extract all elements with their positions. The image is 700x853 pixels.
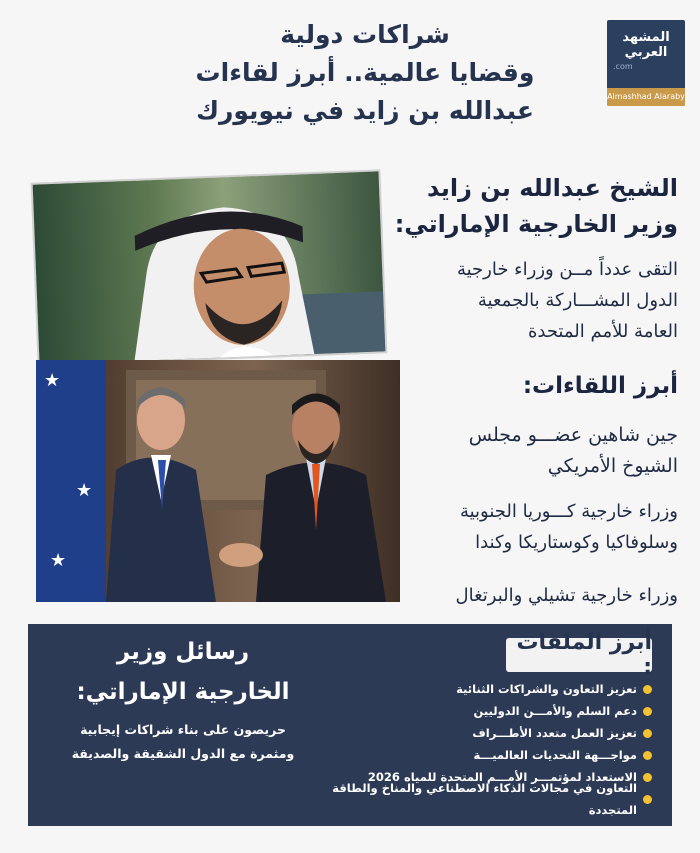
meeting-item-2-line2: وسلوفاكيا وكوستاريكا وكندا xyxy=(475,532,678,553)
bullet-icon xyxy=(643,795,652,804)
meeting-item-2-line1: وزراء خارجية كـــوريا الجنوبية xyxy=(459,501,678,522)
logo-english-name: Almashhad Alaraby xyxy=(607,88,685,106)
messages-title-line1: رسائل وزير xyxy=(116,639,250,665)
list-item: الاستعداد لمؤتمـــر الأمـــم المتحدة للمياه 2026 xyxy=(292,766,652,788)
messages-text-line2: ومثمرة مع الدول الشقيقة والصديقة xyxy=(71,746,295,761)
messages-text xyxy=(68,718,298,766)
minister-heading xyxy=(395,170,678,242)
meeting-item-1-line2: الشيوخ الأمريكي xyxy=(547,455,678,477)
meeting-item-1-line1: جين شاهين عضـــو مجلس xyxy=(468,424,678,446)
summary-panel xyxy=(28,624,672,826)
two-men-illustration xyxy=(106,360,400,602)
headline-line3: عبدالله بن زايد في نيويورك xyxy=(196,96,534,125)
files-list xyxy=(292,678,652,817)
bullet-icon xyxy=(643,773,652,782)
list-item: مواجـــهة التحديات العالميـــة xyxy=(292,744,652,766)
flag-illustration xyxy=(36,360,106,602)
list-item: دعم السلم والأمـــن الدوليين xyxy=(292,700,652,722)
meeting-item-3: وزراء خارجية تشيلي والبرتغال xyxy=(455,585,678,606)
intro-line3: العامة للأمم المتحدة xyxy=(527,321,678,342)
meeting-item-2 xyxy=(460,496,678,558)
portrait-photo xyxy=(33,171,386,364)
messages-text-line1: حريصون على بناء شراكات إيجابية xyxy=(80,722,286,737)
logo-name-line2: العربي xyxy=(624,45,668,60)
handshake-photo xyxy=(36,360,400,602)
bullet-icon xyxy=(643,707,652,716)
intro-line2: الدول المشـــاركة بالجمعية xyxy=(477,290,678,311)
star-icon: ★ xyxy=(50,550,67,571)
star-icon: ★ xyxy=(76,480,93,501)
list-item: تعزيز التعاون والشراكات الثنائية xyxy=(292,678,652,700)
minister-name: الشيخ عبدالله بن زايد xyxy=(427,174,678,202)
bullet-icon xyxy=(643,751,652,760)
list-item: التعاون في مجالات الذكاء الاصطناعي والمناخ والطاقة المتجددة xyxy=(292,788,652,810)
site-logo xyxy=(607,20,685,106)
bullet-icon xyxy=(643,685,652,694)
intro-paragraph xyxy=(457,254,678,347)
meeting-item-1 xyxy=(469,420,678,482)
headline-line1: شراكات دولية xyxy=(280,20,450,49)
logo-name-line1: المشهد xyxy=(622,30,670,45)
logo-domain: .com xyxy=(613,62,633,71)
files-heading: أبرز الملفات : xyxy=(506,638,652,672)
messages-title-line2: الخارجية الإماراتي: xyxy=(76,679,290,705)
messages-heading xyxy=(68,632,298,712)
list-item: تعزيز العمل متعدد الأطـــراف xyxy=(292,722,652,744)
star-icon: ★ xyxy=(44,370,61,391)
logo-name xyxy=(607,30,685,60)
minister-role: وزير الخارجية الإماراتي: xyxy=(394,210,678,238)
meetings-heading: أبرز اللقاءات: xyxy=(522,373,678,399)
headline xyxy=(150,16,580,130)
headline-line2: وقضايا عالمية.. أبرز لقاءات xyxy=(195,58,535,87)
intro-line1: التقى عدداً مــن وزراء خارجية xyxy=(456,259,678,280)
portrait-illustration xyxy=(33,171,386,364)
bullet-icon xyxy=(643,729,652,738)
